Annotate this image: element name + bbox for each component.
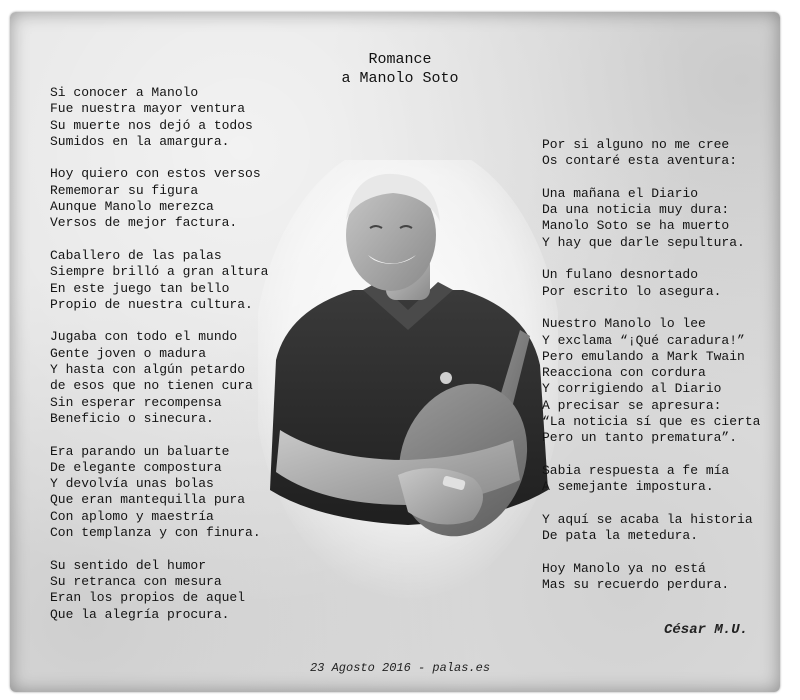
- poem-line: De pata la metedura.: [542, 528, 699, 544]
- author-signature: César M.U.: [664, 622, 749, 638]
- poem-right-column: [542, 137, 760, 610]
- stanza: [50, 248, 268, 313]
- poem-line: Hoy Manolo ya no está: [542, 560, 706, 576]
- poem-line: Y hay que darle sepultura.: [542, 234, 745, 250]
- poem-line: A semejante impostura.: [542, 479, 714, 495]
- stanza: [542, 463, 760, 496]
- stanza: [50, 166, 268, 231]
- poem-line: “La noticia sí que es cierta: [542, 414, 761, 430]
- stanza: [50, 85, 268, 150]
- poem-title-line1: Romance: [368, 51, 432, 68]
- stanza: [542, 316, 760, 446]
- poem-line: Aunque Manolo merezca: [50, 199, 214, 215]
- stanza: [542, 186, 760, 251]
- poem-line: Su muerte nos dejó a todos: [50, 117, 253, 133]
- poem-line: Manolo Soto se ha muerto: [542, 218, 730, 234]
- poem-line: Nuestro Manolo lo lee: [542, 316, 706, 332]
- poem-line: Y hasta con algún petardo: [50, 362, 246, 378]
- poem-line: Un fulano desnortado: [542, 267, 699, 283]
- footer-date-source: 23 Agosto 2016 - palas.es: [309, 661, 491, 675]
- poem-line: Por escrito lo asegura.: [542, 283, 722, 299]
- poem-line: Su retranca con mesura: [50, 573, 222, 589]
- poem-line: Por si alguno no me cree: [542, 137, 730, 152]
- stanza: [50, 329, 268, 427]
- poem-line: Hoy quiero con estos versos: [50, 166, 261, 182]
- poem-line: Caballero de las palas: [50, 247, 222, 263]
- poem-line: Sumidos en la amargura.: [50, 133, 230, 149]
- poem-line: de esos que no tienen cura: [50, 378, 253, 394]
- poem-line: Da una noticia muy dura:: [542, 202, 730, 218]
- poem-line: Y aquí se acaba la historia: [542, 511, 753, 527]
- stanza: [542, 561, 760, 594]
- poem-line: Si conocer a Manolo: [50, 85, 199, 100]
- poem-line: Gente joven o madura: [50, 345, 207, 361]
- poem-line: Mas su recuerdo perdura.: [542, 577, 730, 593]
- poem-line: Jugaba con todo el mundo: [50, 329, 238, 345]
- poem-left-column: [50, 85, 268, 639]
- stanza: [542, 512, 760, 545]
- poem-line: En este juego tan bello: [50, 280, 230, 296]
- stanza: [50, 444, 268, 542]
- poem-line: Sabia respuesta a fe mía: [542, 462, 730, 478]
- poem-line: Con templanza y con finura.: [50, 525, 261, 541]
- portrait-photo: [258, 160, 558, 600]
- poem-line: Con aplomo y maestría: [50, 508, 214, 524]
- poem-line: Versos de mejor factura.: [50, 215, 238, 231]
- stanza: [50, 558, 268, 623]
- poem-line: Beneficio o sinecura.: [50, 410, 214, 426]
- poem-line: Pero un tanto prematura”.: [542, 430, 738, 446]
- poem-line: Rememorar su figura: [50, 182, 199, 198]
- poem-line: Eran los propios de aquel: [50, 590, 246, 606]
- poem-line: Una mañana el Diario: [542, 185, 699, 201]
- poem-line: De elegante compostura: [50, 459, 222, 475]
- poem-line: Su sentido del humor: [50, 557, 207, 573]
- poem-line: Y exclama “¡Qué caradura!”: [542, 332, 745, 348]
- poem-title-line2: a Manolo Soto: [341, 70, 459, 87]
- poem-line: Que eran mantequilla pura: [50, 492, 246, 508]
- stanza: [542, 267, 760, 300]
- poem-line: Y devolvía unas bolas: [50, 476, 214, 492]
- poem-line: Fue nuestra mayor ventura: [50, 101, 246, 117]
- poem-line: Sin esperar recompensa: [50, 394, 222, 410]
- poem-line: Siempre brilló a gran altura: [50, 264, 269, 280]
- stanza: [542, 137, 760, 170]
- poem-line: A precisar se apresura:: [542, 397, 722, 413]
- poem-line: Pero emulando a Mark Twain: [542, 348, 745, 364]
- poem-line: Reacciona con cordura: [542, 365, 706, 381]
- poem-line: Era parando un baluarte: [50, 443, 230, 459]
- poem-line: Y corrigiendo al Diario: [542, 381, 722, 397]
- poem-line: Que la alegría procura.: [50, 606, 230, 622]
- poem-line: Os contaré esta aventura:: [542, 153, 738, 169]
- poem-line: Propio de nuestra cultura.: [50, 296, 253, 312]
